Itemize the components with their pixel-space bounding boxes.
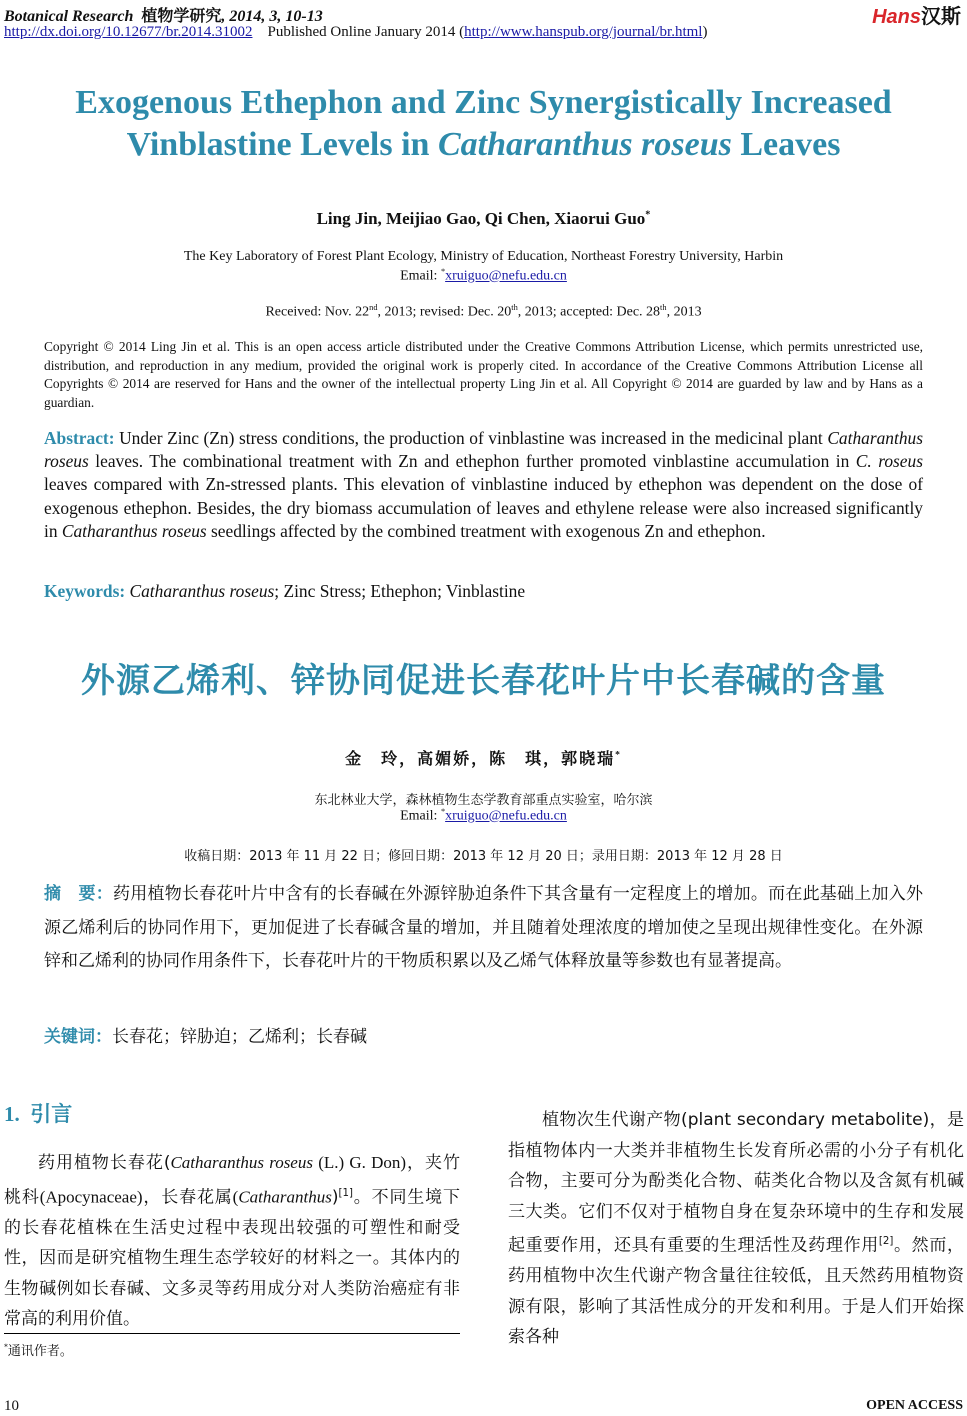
- email-label: Email:: [400, 268, 441, 284]
- hans-logo: [872, 0, 961, 29]
- text: 。不同生境下的长春花植株在生活史过程中表现出较强的可塑性和耐受性，因而是研究植物生理生态学较好的材料之一。其体内的生物碱例如长春碱、文多灵等药用成分对人类防治癌症有非常高的利用价值。: [4, 1187, 460, 1330]
- sup: th: [660, 303, 667, 312]
- keywords-text-cn: 长春花；锌胁迫；乙烯利；长春碱: [112, 1027, 367, 1047]
- paper-title-cn: 外源乙烯利、锌协同促进长春花叶片中长春碱的含量: [81, 661, 886, 701]
- abstract-cn: [44, 878, 923, 979]
- keywords-en: [44, 581, 525, 602]
- paragraph: [508, 1105, 964, 1353]
- email-line-cn: Email: *xruiguo@nefu.edu.cn: [400, 807, 567, 824]
- abstract-text-cn: 药用植物长春花叶片中含有的长春碱在外源锌胁迫条件下其含量有一定程度上的增加。而在此基础上加入外源乙烯利后的协同作用下，更加促进了长春碱含量的增加，并且随着处理浓度的增加使之呈现出规律性变化。在外源锌和乙烯利的协同作用条件下，长春花叶片的干物质积累以及乙烯气体释放量等参数也有显著提高。: [44, 884, 924, 971]
- dates-line: [0, 303, 967, 321]
- footnote: [4, 1340, 73, 1359]
- footnote-text: 通讯作者。: [7, 1344, 73, 1359]
- email-line: Email: *xruiguo@nefu.edu.cn: [400, 267, 567, 284]
- keywords-text: ; Zinc Stress; Ethephon; Vinblastine: [274, 581, 526, 601]
- species: Catharanthus roseus: [61, 520, 207, 541]
- received: Received: Nov. 22: [265, 304, 370, 320]
- title-line-1: Exogenous Ethephon and Zinc Synergistically Increased: [75, 84, 892, 121]
- section-heading: [4, 1098, 72, 1128]
- section-number: 1.: [4, 1102, 20, 1126]
- email-label: Email:: [400, 808, 441, 824]
- keyword-species: Catharanthus roseus: [125, 581, 275, 601]
- journal-name: Botanical Research: [4, 8, 134, 25]
- keywords-label-cn: 关键词：: [44, 1027, 112, 1047]
- page-number: 10: [4, 1398, 19, 1414]
- doi-line: [4, 24, 707, 41]
- genus: Catharanthus: [238, 1187, 332, 1207]
- paragraph: [4, 1148, 460, 1335]
- keywords-cn: [44, 1022, 367, 1047]
- body-column-right: [508, 1105, 964, 1353]
- published-text: Published Online January 2014 (: [267, 24, 465, 40]
- abstract-text: seedlings affected by the combined treatment with exogenous Zn and ethephon.: [206, 520, 766, 541]
- accepted: , 2013; accepted: Dec. 28: [517, 304, 661, 320]
- affiliation-cn: 东北林业大学，森林植物生态学教育部重点实验室，哈尔滨: [314, 793, 653, 808]
- paren: ): [702, 24, 708, 40]
- sup: th: [511, 303, 518, 312]
- journal-name-cn: 植物学研究: [141, 8, 222, 25]
- dates-cn: 收稿日期：2013 年 11 月 22 日；修回日期：2013 年 12 月 20 日；录用日期：2013 年 12 月 28 日: [184, 849, 783, 864]
- affiliation: The Key Laboratory of Forest Plant Ecology, Ministry of Education, Northeast Forestry University, Harbin: [183, 249, 784, 264]
- abstract-text: leaves. The combinational treatment with Zn and ethephon further promoted vinblastine accumulation in: [88, 451, 856, 472]
- paper-title: [30, 82, 937, 166]
- species: Catharanthus roseus: [44, 428, 923, 472]
- abstract-text: leaves compared with Zn-stressed plants. This elevation of vinblastine induced by ethephon was dependent on the dose of exogenous ethephon. Besides, the dry biomass accumulation of leaves and ethylene release were also increased significantly in: [44, 474, 923, 541]
- logo-en: Hans: [872, 6, 921, 28]
- year: , 2013: [666, 304, 702, 320]
- email-link[interactable]: xruiguo@nefu.edu.cn: [445, 808, 567, 824]
- doi-link[interactable]: http://dx.doi.org/10.12677/br.2014.31002: [4, 24, 253, 40]
- journal-url-link[interactable]: http://www.hanspub.org/journal/br.html: [464, 24, 703, 40]
- title-part: Leaves: [731, 126, 841, 163]
- citation: , 2014, 3, 10-13: [221, 8, 323, 25]
- abstract-label: Abstract:: [44, 428, 115, 448]
- text: ): [331, 1187, 339, 1208]
- title-part: Vinblastine Levels in: [126, 126, 438, 163]
- copyright-notice: Copyright © 2014 Ling Jin et al. This is an open access article distributed under the Creative Commons Attribution License, which permits unrestricted use, distribution, and reproduction in any medium, provided the original work is properly cited. In accordance of the Creative Commons Attribution License all Copyrights © 2014 are reserved for Hans and the owner of the intellectual property Ling Jin et al. All Copyright © 2014 are guarded by law and by Hans as a guardian.: [44, 339, 923, 410]
- footnote-mark: *: [4, 1342, 8, 1352]
- body-column-left: [4, 1148, 460, 1335]
- text: 植物次生代谢产物(plant secondary metabolite)，是指植物体内一大类并非植物生长发育所必需的小分子有机化合物，主要可分为酚类化合物、萜类化合物以及含氮有机碱三大类。它们不仅对于植物自身在复杂环境中的生存和发展起重要作用，还具有重要的生理活性及药理作用: [508, 1110, 964, 1256]
- species: C. roseus: [855, 451, 923, 472]
- open-access-label: OPEN ACCESS: [866, 1398, 963, 1413]
- text: 药用植物长春花(: [38, 1153, 171, 1173]
- revised: , 2013; revised: Dec. 20: [377, 304, 512, 320]
- section-title: 引言: [30, 1102, 73, 1126]
- text: (L.) G. Don)，夹竹桃科(Apocynaceae)，长春花属(: [4, 1153, 461, 1207]
- journal-header: [4, 3, 323, 26]
- citation-ref[interactable]: [2]: [878, 1236, 894, 1247]
- author-list: Ling Jin, Meijiao Gao, Qi Chen, Xiaorui Guo: [316, 209, 646, 228]
- email-link[interactable]: xruiguo@nefu.edu.cn: [445, 268, 567, 284]
- text: 。然而，药用植物中次生代谢产物含量往往较低，且天然药用植物资源有限，影响了其活性成分的开发和利用。于是人们开始探索各种: [508, 1235, 965, 1348]
- title-species: Catharanthus roseus: [437, 126, 732, 163]
- sup: nd: [369, 303, 378, 312]
- authors-cn: 金 玲，高媚娇，陈 琪，郭晓瑞*: [345, 749, 622, 768]
- authors: Ling Jin, Meijiao Gao, Qi Chen, Xiaorui Guo*: [316, 209, 651, 228]
- abstract-text: Under Zinc (Zn) stress conditions, the production of vinblastine was increased in the medicinal plant: [114, 428, 828, 448]
- species: Catharanthus roseus: [170, 1153, 313, 1172]
- keywords-label: Keywords:: [44, 581, 126, 601]
- abstract-label-cn: 摘 要：: [44, 884, 113, 904]
- citation-ref[interactable]: [1]: [338, 1187, 353, 1199]
- author-list-cn: 金 玲，高媚娇，陈 琪，郭晓瑞: [345, 751, 616, 768]
- footnote-divider: [4, 1333, 460, 1334]
- abstract-en: [44, 427, 923, 543]
- logo-cn: 汉斯: [921, 6, 961, 28]
